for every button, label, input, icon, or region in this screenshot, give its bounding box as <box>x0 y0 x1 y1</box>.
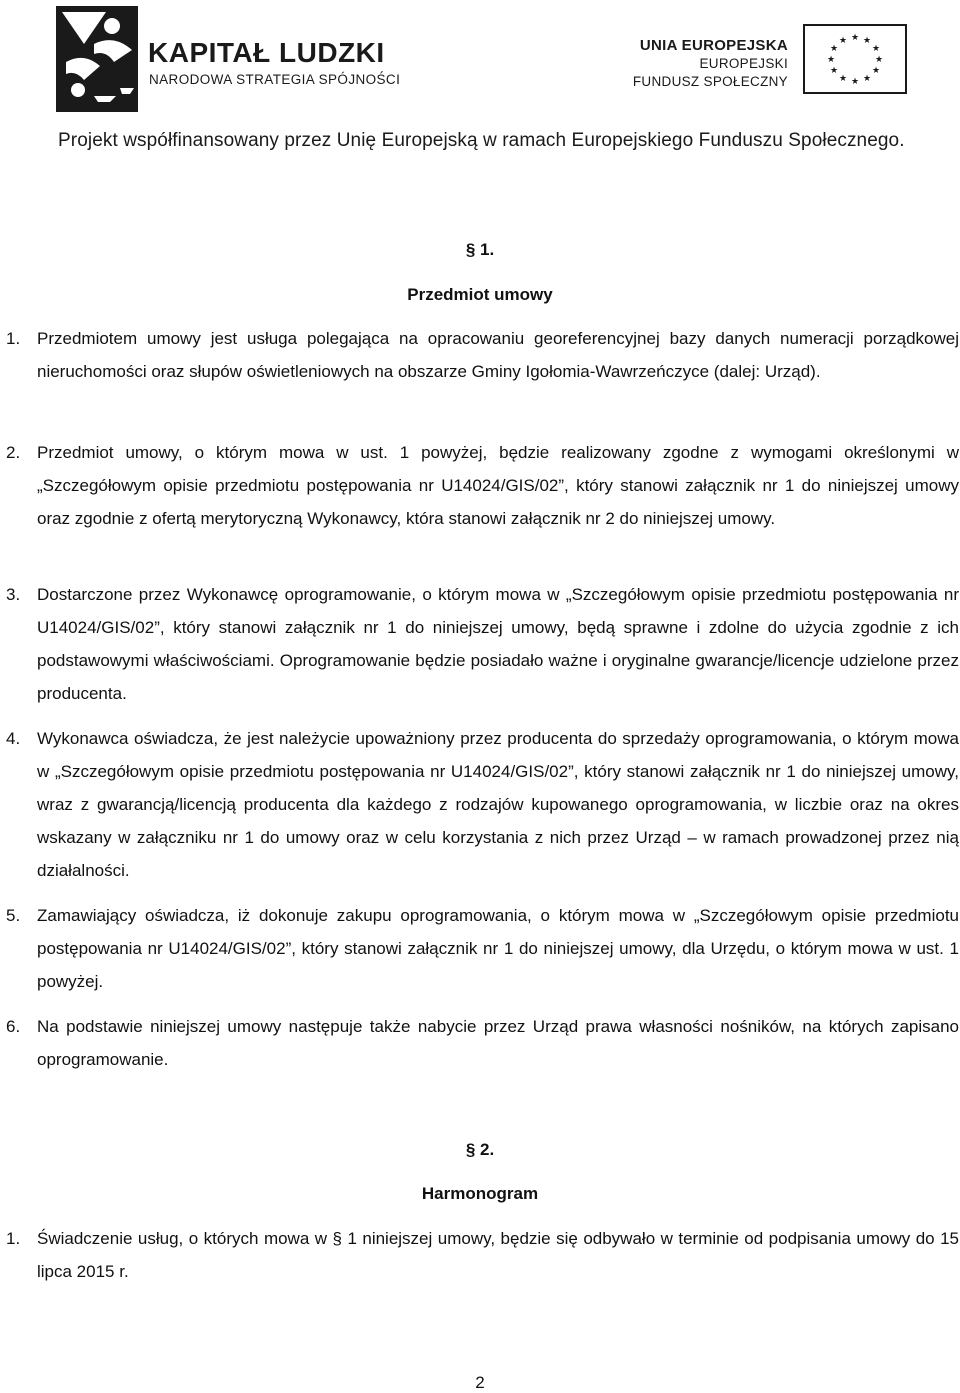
section-1-title: Przedmiot umowy <box>407 285 553 304</box>
project-cofinancing-line: Projekt współfinansowany przez Unię Europejską w ramach Europejskiego Funduszu Społecznego. <box>58 130 905 151</box>
section-1-item <box>6 322 959 388</box>
item-text: Zamawiający oświadcza, iż dokonuje zakupu oprogramowania, o którym mowa w „Szczegółowym opisie przedmiotu postępowania nr U14024/GIS/02”, który stanowi załącznik nr 1 do niniejszej umowy, dla Urzędu, o którym mowa w ust. 1 powyżej. <box>37 906 959 991</box>
eu-line-3: FUNDUSZ SPOŁECZNY <box>632 74 788 89</box>
item-number: 3. <box>6 585 21 604</box>
svg-text:★: ★ <box>838 36 848 46</box>
svg-text:★: ★ <box>838 74 848 84</box>
item-number: 6. <box>6 1017 21 1036</box>
item-text: Dostarczone przez Wykonawcę oprogramowanie, o którym mowa w „Szczegółowym opisie przedmiotu postępowania nr U14024/GIS/02”, który stanowi załącznik nr 1 do niniejszej umowy, będą sprawne i zdolne do użycia zgodnie z ich podstawowymi właściwościami. Oprogramowanie będzie posiadało ważne i oryginalne gwarancje/licencje udzielone przez producenta. <box>37 585 959 703</box>
eu-flag-icon <box>803 24 907 94</box>
item-number: 1. <box>6 1229 21 1248</box>
logo-title: KAPITAŁ LUDZKI <box>148 37 385 68</box>
section-1-item <box>6 1010 959 1076</box>
svg-text:★: ★ <box>850 77 860 87</box>
section-1-item <box>6 578 959 710</box>
svg-text:★: ★ <box>871 44 881 54</box>
svg-text:★: ★ <box>871 66 881 76</box>
svg-text:★: ★ <box>829 44 839 54</box>
document-header <box>0 0 960 160</box>
item-text: Na podstawie niniejszej umowy następuje także nabycie przez Urząd prawa własności nośników, na których zapisano oprogramowanie. <box>37 1017 959 1069</box>
section-1-number: § 1. <box>465 240 495 259</box>
eu-line-2: EUROPEJSKI <box>699 56 788 71</box>
svg-text:★: ★ <box>862 36 872 46</box>
item-text: Wykonawca oświadcza, że jest należycie upoważniony przez producenta do sprzedaży oprogramowania, o którym mowa w „Szczegółowym opisie przedmiotu postępowania nr U14024/GIS/02”, który stanowi załącznik nr 1 do niniejszej umowy, wraz z gwarancją/licencją producenta dla każdego z rodzajów kupowanego oprogramowania, w liczbie oraz na okres wskazany w załączniku nr 1 do umowy oraz w celu korzystania z nich przez Urząd – w ramach prowadzonej przez nią działalności. <box>37 729 959 880</box>
page-number: 2 <box>475 1373 485 1392</box>
section-1-item <box>6 436 959 535</box>
svg-text:★: ★ <box>862 74 872 84</box>
svg-text:★: ★ <box>874 55 884 65</box>
item-text: Świadczenie usług, o których mowa w § 1 niniejszej umowy, będzie się odbywało w terminie od podpisania umowy do 15 lipca 2015 r. <box>37 1229 959 1281</box>
section-2-number: § 2. <box>465 1140 495 1159</box>
eu-line-1: UNIA EUROPEJSKA <box>639 37 788 54</box>
section-2-title: Harmonogram <box>421 1184 539 1203</box>
section-2-item <box>6 1222 959 1288</box>
section-1-item <box>6 899 959 998</box>
item-text: Przedmiot umowy, o którym mowa w ust. 1 powyżej, będzie realizowany zgodne z wymogami określonymi w „Szczegółowym opisie przedmiotu postępowania nr U14024/GIS/02”, który stanowi załącznik nr 1 do niniejszej umowy oraz zgodnie z ofertą merytoryczną Wykonawcy, która stanowi załącznik nr 2 do niniejszej umowy. <box>37 443 959 528</box>
svg-text:★: ★ <box>850 33 860 43</box>
logo-subtitle: NARODOWA STRATEGIA SPÓJNOŚCI <box>149 72 401 87</box>
kapital-ludzki-logo-icon <box>54 4 140 114</box>
item-text: Przedmiotem umowy jest usługa polegająca na opracowaniu georeferencyjnej bazy danych numeracji porządkowej nieruchomości oraz słupów oświetleniowych na obszarze Gminy Igołomia-Wawrzeńczyce (dalej: Urząd). <box>37 329 959 381</box>
item-number: 1. <box>6 329 21 348</box>
item-number: 5. <box>6 906 21 925</box>
item-number: 4. <box>6 729 21 748</box>
svg-text:★: ★ <box>829 66 839 76</box>
item-number: 2. <box>6 443 21 462</box>
eu-text-block <box>633 36 788 91</box>
svg-text:★: ★ <box>826 55 836 65</box>
section-1-item <box>6 722 959 887</box>
